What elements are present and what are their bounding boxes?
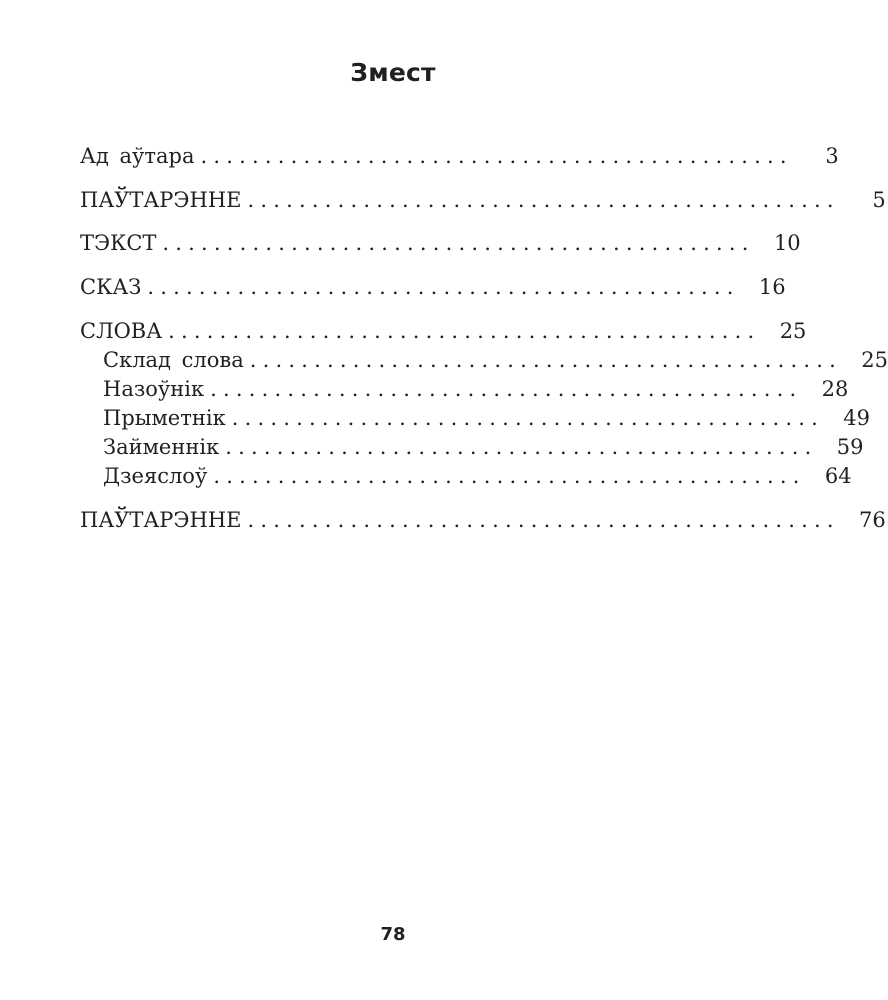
toc-entry-label: Назоўнік <box>103 377 205 401</box>
toc-leader-dots: .............................................. <box>147 275 740 299</box>
toc-entry-label: Ад аўтара <box>80 144 195 168</box>
toc-entry-label: Склад слова <box>103 348 244 372</box>
toc-entry-review-2[interactable] <box>80 505 886 535</box>
toc-entry-label: Дзеяслоў <box>103 464 208 488</box>
toc-page-number: 28 <box>821 377 849 401</box>
toc-entry-label: ПАЎТАРЭННЕ <box>80 508 242 532</box>
toc-entry-label: ПАЎТАРЭННЕ <box>80 188 242 212</box>
page-number: 78 <box>380 924 406 945</box>
toc-page-number: 59 <box>836 435 864 459</box>
toc-page-number: 49 <box>843 406 870 430</box>
toc-entry-label: Прыметнік <box>103 406 226 430</box>
toc-subentry-verb[interactable] <box>80 461 852 491</box>
toc-leader-dots: .............................................. <box>200 144 793 168</box>
toc-leader-dots: .............................................. <box>162 231 755 255</box>
toc-entry-author-preface[interactable] <box>80 141 839 171</box>
toc-entry-label: СКАЗ <box>80 275 142 299</box>
toc-page-number: 25 <box>779 319 807 343</box>
toc-leader-dots: .............................................. <box>231 406 824 430</box>
toc-leader-dots: .............................................. <box>213 464 806 488</box>
toc-page-number: 10 <box>773 231 801 255</box>
toc-subentry-adjective[interactable] <box>80 403 870 433</box>
toc-leader-dots: .............................................. <box>210 377 803 401</box>
toc-entry-text[interactable] <box>80 228 801 258</box>
toc-page-number: 3 <box>825 144 839 168</box>
toc-entry-sentence[interactable] <box>80 272 786 302</box>
toc-entry-review-1[interactable] <box>80 185 886 215</box>
toc-page-number: 25 <box>861 348 888 372</box>
toc-leader-dots: .............................................. <box>225 435 818 459</box>
toc-page-number: 64 <box>824 464 852 488</box>
toc-leader-dots: .............................................. <box>249 348 843 372</box>
toc-subentry-word-structure[interactable] <box>80 345 888 375</box>
toc-entry-label: СЛОВА <box>80 319 163 343</box>
toc-subentry-pronoun[interactable] <box>80 432 864 462</box>
toc-entry-label: ТЭКСТ <box>80 231 157 255</box>
page-title: Змест <box>350 58 436 87</box>
toc-leader-dots: .............................................. <box>168 319 761 343</box>
toc-page-number: 16 <box>758 275 786 299</box>
toc-leader-dots: .............................................. <box>247 508 840 532</box>
toc-entry-word[interactable] <box>80 316 807 346</box>
toc-leader-dots: .............................................. <box>247 188 840 212</box>
toc-subentry-noun[interactable] <box>80 374 849 404</box>
toc-entry-label: Займеннік <box>103 435 220 459</box>
toc-page-number: 5 <box>872 188 886 212</box>
toc-page-number: 76 <box>859 508 886 532</box>
